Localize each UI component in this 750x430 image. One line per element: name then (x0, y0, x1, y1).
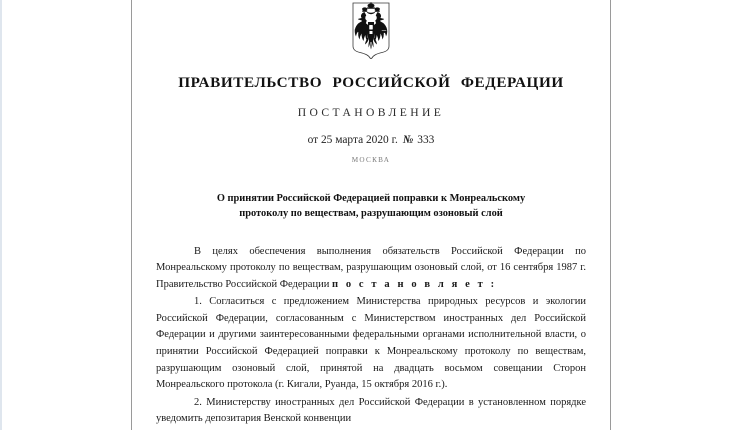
preamble-paragraph (156, 244, 586, 294)
document-date: от 25 марта 2020 г. (307, 134, 398, 146)
document-page (131, 0, 611, 430)
document-body (156, 244, 586, 428)
document-number-line (156, 134, 586, 146)
clause-2-paragraph: 2. Министерству иностранных дел Российской Федерации в установленном порядке уведомить депозитария Венской конвенции (156, 396, 586, 425)
resolves-keyword: п о с т а н о в л я е т : (331, 278, 497, 290)
document-kind: ПОСТАНОВЛЕНИЕ (297, 106, 445, 119)
document-page-content (156, 0, 586, 430)
coat-of-arms-container (156, 0, 586, 64)
russian-coat-of-arms-icon (351, 2, 391, 64)
number-sign: № (402, 134, 414, 146)
organization-title: ПРАВИТЕЛЬСТВО РОССИЙСКОЙ ФЕДЕРАЦИИ (178, 74, 564, 91)
viewport-left-edge (0, 0, 2, 430)
document-subject (156, 192, 586, 222)
preamble-text: В целях обеспечения выполнения обязательств Российской Федерации по Монреальскому протоколу по веществам, разрушающим озоновый слой, от 16 сентября 1987 г. Правительство Российской Федерации (156, 245, 586, 290)
document-number: 333 (417, 134, 435, 146)
clause-1-paragraph: 1. Согласиться с предложением Министерства природных ресурсов и экологии Российской Федерации, согласованным с Министерством иностранных дел Российской Федерации и другими заинтересованными федеральными органами исполнительной власти, о принятии Российской Федерацией поправки к Монреальскому протоколу по веществам, разрушающим озоновый слой, принятой на двадцать восьмом совещании Сторон Монреальского протокола (г. Кигали, Руанда, 15 октября 2016 г.). (156, 296, 586, 391)
document-subject-line-1: О принятии Российской Федерацией поправки к Монреальскому (216, 193, 526, 204)
document-subject-line-2: протоколу по веществам, разрушающим озоновый слой (239, 207, 503, 219)
document-city: МОСКВА (351, 156, 391, 164)
